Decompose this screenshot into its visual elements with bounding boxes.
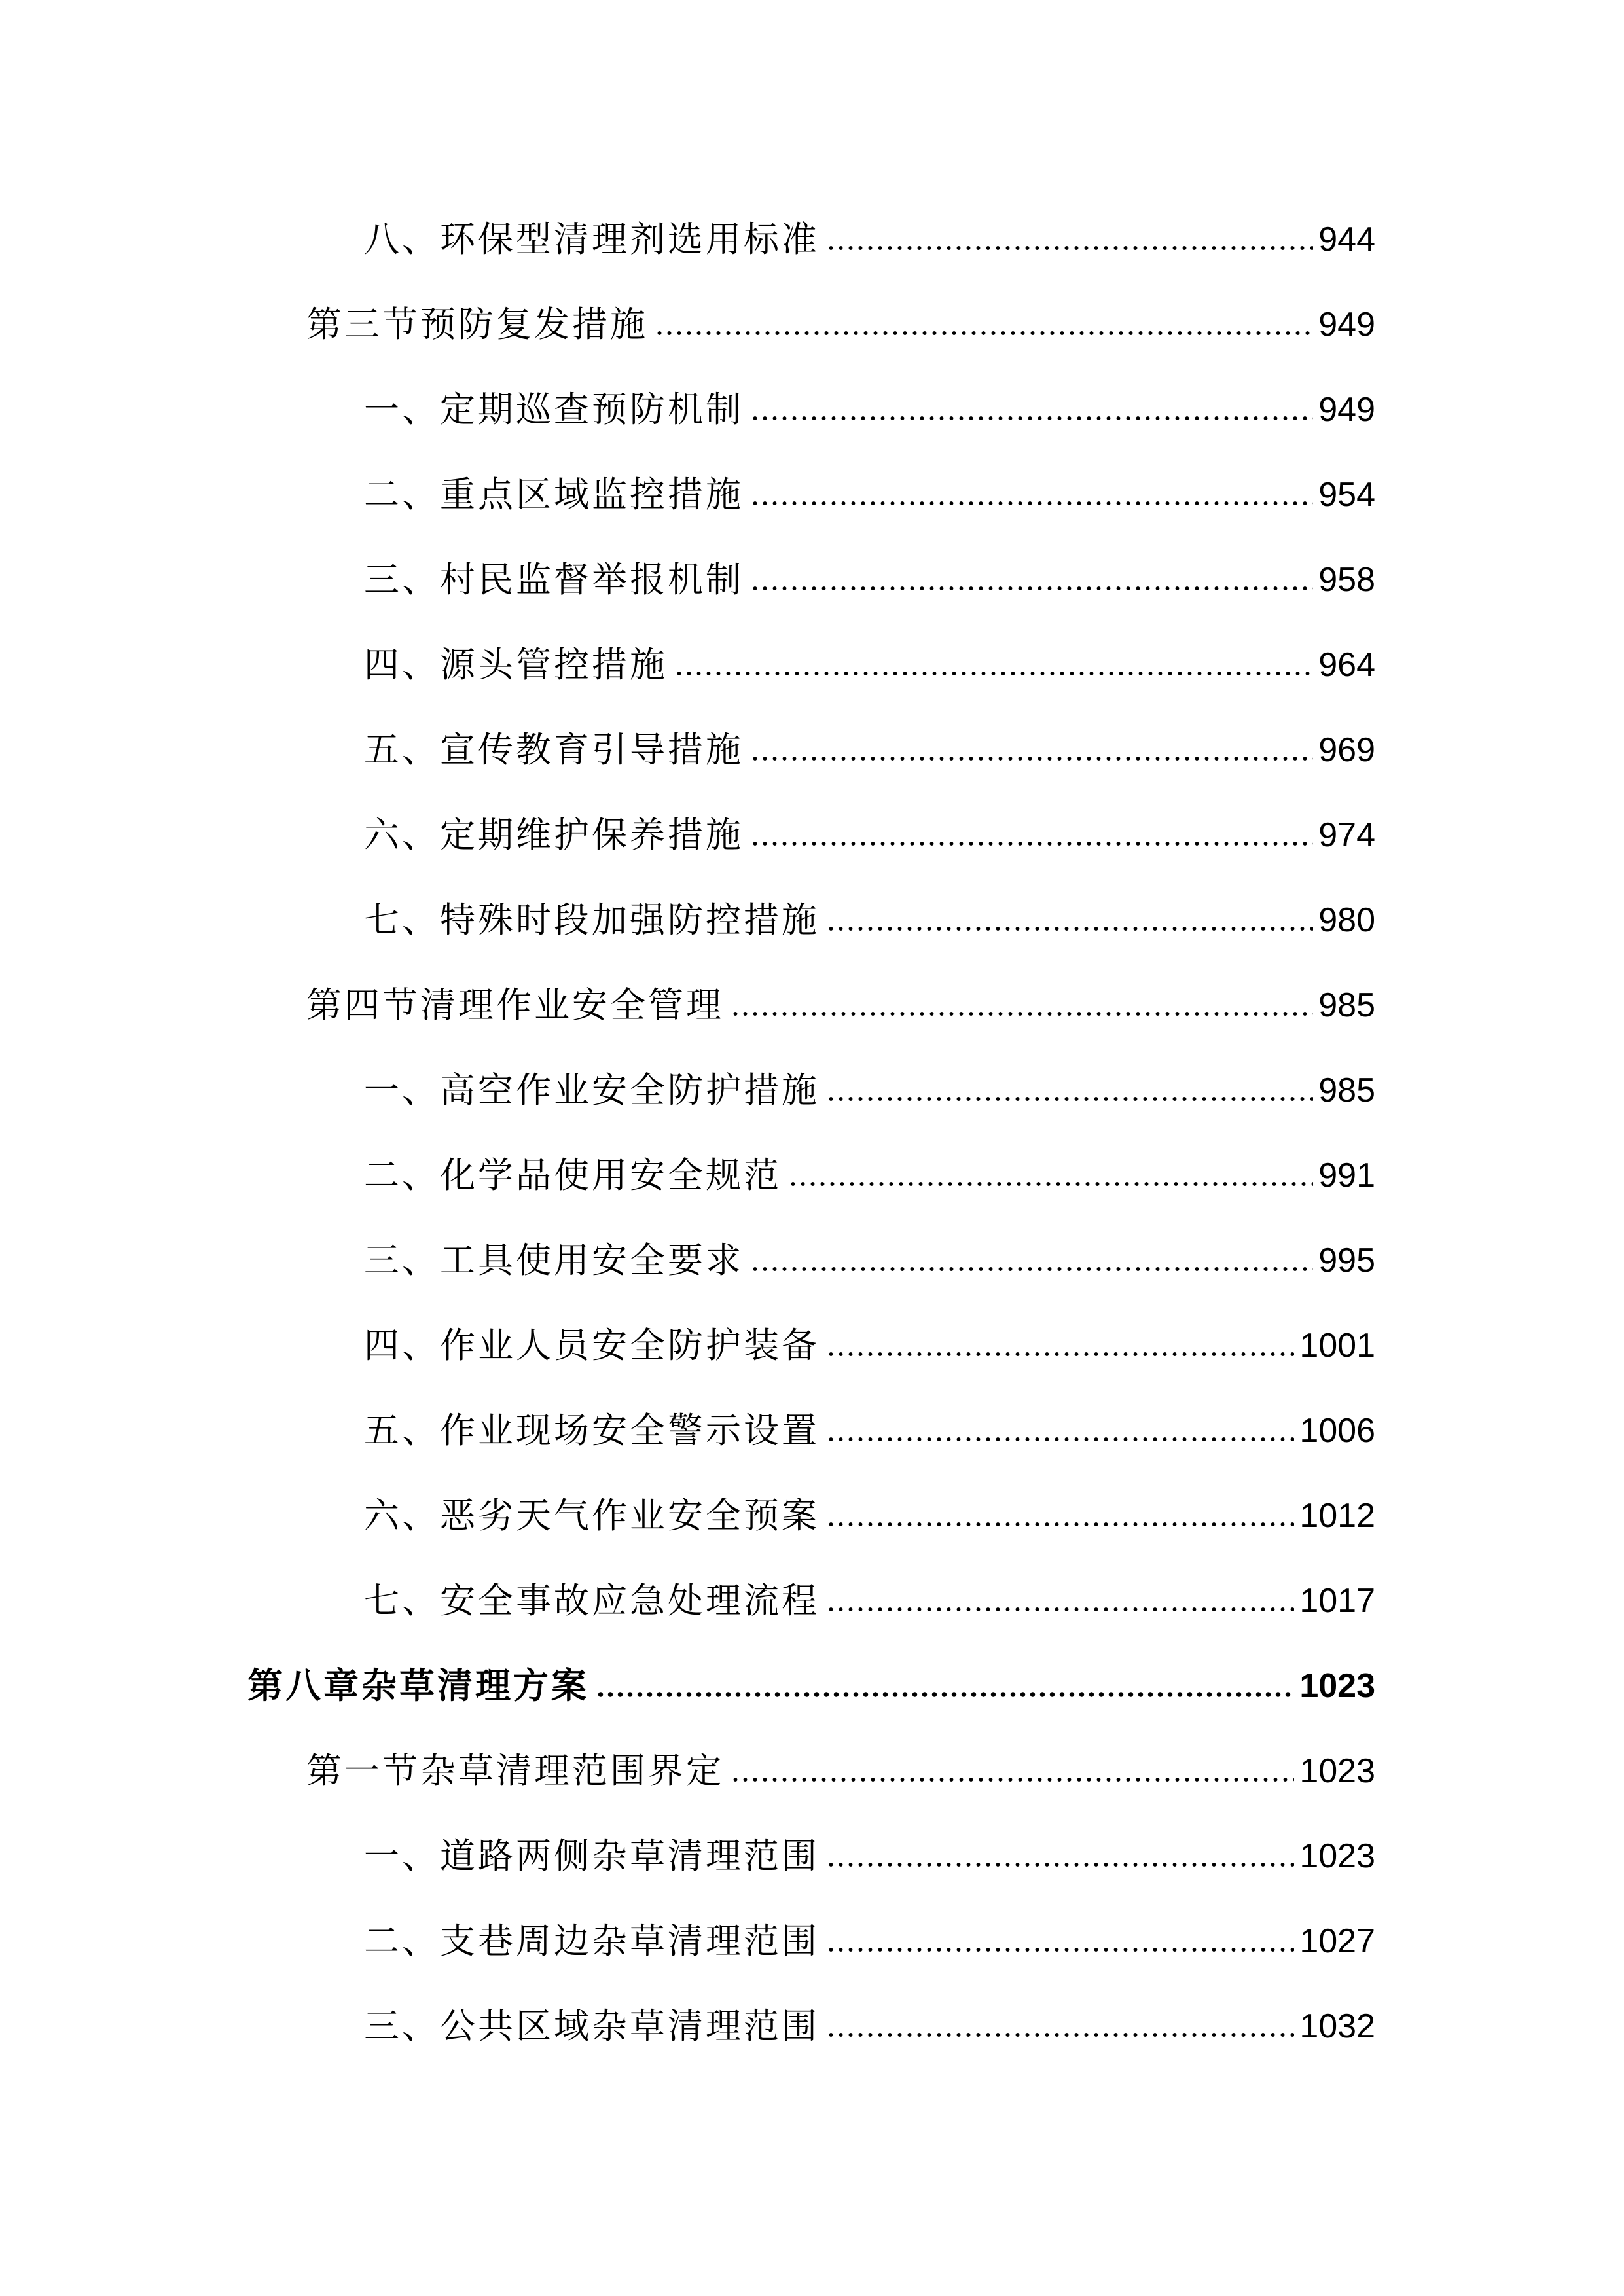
toc-entry-title: 八、环保型清理剂选用标准	[364, 219, 820, 260]
toc-entry-page: 944	[1318, 221, 1375, 259]
toc-dot-leader	[826, 1860, 1294, 1869]
toc-dot-leader	[826, 1945, 1294, 1954]
toc-entry-page: 1023	[1299, 1837, 1375, 1875]
toc-entry-title: 六、定期维护保养措施	[364, 814, 744, 855]
toc-dot-leader	[674, 669, 1313, 678]
toc-entry[interactable]	[364, 1237, 1375, 1284]
toc-dot-leader	[826, 1520, 1294, 1529]
toc-entry-title: 四、作业人员安全防护装备	[364, 1325, 820, 1366]
toc-entry-page: 949	[1318, 306, 1375, 344]
toc-entry-title: 五、作业现场安全警示设置	[364, 1410, 820, 1451]
toc-dot-leader	[750, 499, 1313, 508]
toc-entry-title: 第三节预防复发措施	[306, 304, 648, 345]
toc-entry-page: 1023	[1299, 1667, 1375, 1705]
toc-entry-page: 958	[1318, 561, 1375, 599]
toc-entry[interactable]	[364, 812, 1375, 859]
toc-dot-leader	[750, 414, 1313, 423]
toc-entry-title: 六、恶劣天气作业安全预案	[364, 1495, 820, 1536]
toc-entry-page: 1032	[1299, 2007, 1375, 2045]
toc-entry-title: 五、宣传教育引导措施	[364, 729, 744, 770]
toc-entry[interactable]	[364, 1833, 1375, 1880]
toc-entry-title: 一、高空作业安全防护措施	[364, 1069, 820, 1111]
toc-entry-title: 第四节清理作业安全管理	[306, 984, 724, 1026]
toc-entry[interactable]	[364, 1322, 1375, 1369]
toc-entry[interactable]	[364, 1407, 1375, 1454]
toc-dot-leader	[655, 329, 1313, 338]
toc-entry-title: 三、村民监督举报机制	[364, 559, 744, 600]
toc-entry-page: 1012	[1299, 1497, 1375, 1535]
toc-entry[interactable]	[364, 1067, 1375, 1114]
toc-entry-page: 1006	[1299, 1412, 1375, 1450]
toc-entry-page: 995	[1318, 1242, 1375, 1280]
toc-entry[interactable]	[364, 641, 1375, 689]
toc-entry-page: 1027	[1299, 1922, 1375, 1960]
toc-entry-title: 二、化学品使用安全规范	[364, 1155, 782, 1196]
toc-entry[interactable]	[364, 1577, 1375, 1624]
toc-entry[interactable]	[364, 556, 1375, 603]
toc-dot-leader	[750, 1265, 1313, 1274]
toc-entry[interactable]	[364, 216, 1375, 263]
toc-entry[interactable]	[364, 726, 1375, 774]
toc-entry[interactable]	[364, 471, 1375, 518]
toc-entry-page: 985	[1318, 986, 1375, 1024]
toc-entry-page: 1001	[1299, 1327, 1375, 1365]
toc-dot-leader	[750, 584, 1313, 593]
toc-entry-page: 949	[1318, 391, 1375, 429]
toc-entry-title: 第一节杂草清理范围界定	[306, 1750, 724, 1791]
toc-entry-page: 964	[1318, 646, 1375, 684]
toc-dot-leader	[826, 1350, 1294, 1359]
toc-entry[interactable]	[364, 386, 1375, 433]
toc-dot-leader	[826, 2030, 1294, 2039]
toc-dot-leader	[826, 924, 1313, 933]
toc-entry-page: 980	[1318, 901, 1375, 939]
toc-entry-page: 969	[1318, 731, 1375, 769]
toc-entry-title: 二、支巷周边杂草清理范围	[364, 1920, 820, 1962]
toc-dot-leader	[826, 1605, 1294, 1614]
toc-dot-leader	[788, 1179, 1313, 1189]
toc-entry-page: 974	[1318, 816, 1375, 854]
toc-entry-title: 第八章杂草清理方案	[247, 1665, 589, 1706]
toc-dot-leader	[826, 1094, 1313, 1103]
toc-entry[interactable]	[306, 982, 1375, 1029]
toc-dot-leader	[750, 754, 1313, 763]
toc-chapter-entry[interactable]	[247, 1662, 1375, 1710]
toc-entry-page: 985	[1318, 1071, 1375, 1109]
toc-entry[interactable]	[306, 301, 1375, 348]
toc-entry[interactable]	[364, 2003, 1375, 2050]
toc-dot-leader	[731, 1009, 1313, 1018]
toc-entry[interactable]	[306, 1748, 1375, 1795]
toc-entry[interactable]	[364, 1152, 1375, 1199]
toc-entry-title: 七、安全事故应急处理流程	[364, 1580, 820, 1621]
toc-dot-leader	[826, 1435, 1294, 1444]
toc-entry-title: 二、重点区域监控措施	[364, 474, 744, 515]
toc-dot-leader	[596, 1690, 1294, 1699]
toc-entry-page: 991	[1318, 1157, 1375, 1194]
toc-entry[interactable]	[364, 897, 1375, 944]
toc-entry-page: 1017	[1299, 1582, 1375, 1620]
toc-entry-title: 四、源头管控措施	[364, 644, 668, 685]
toc-entry-page: 954	[1318, 476, 1375, 514]
toc-entry[interactable]	[364, 1492, 1375, 1539]
toc-entry-title: 七、特殊时段加强防控措施	[364, 899, 820, 941]
toc-entry[interactable]	[364, 1918, 1375, 1965]
toc-dot-leader	[826, 243, 1313, 253]
toc-dot-leader	[731, 1775, 1294, 1784]
toc-dot-leader	[750, 839, 1313, 848]
toc-entry-title: 一、定期巡查预防机制	[364, 389, 744, 430]
toc-entry-title: 一、道路两侧杂草清理范围	[364, 1835, 820, 1876]
toc-entry-page: 1023	[1299, 1752, 1375, 1790]
toc-entry-title: 三、工具使用安全要求	[364, 1240, 744, 1281]
toc-entry-title: 三、公共区域杂草清理范围	[364, 2005, 820, 2047]
